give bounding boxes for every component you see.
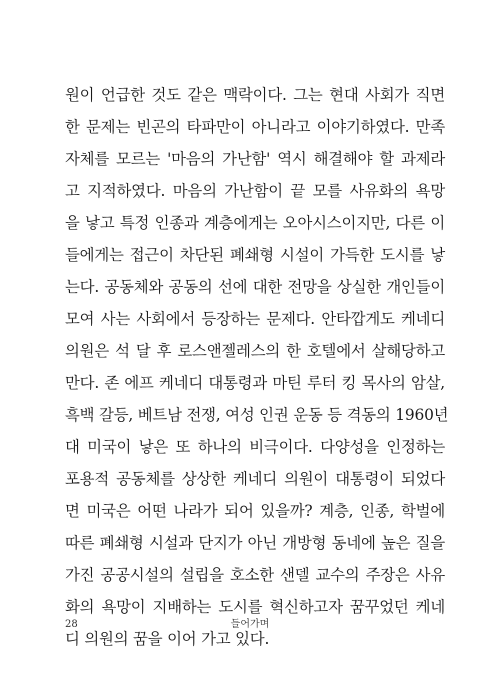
text-line: 흑백 갈등, 베트남 전쟁, 여성 인권 운동 등 격동의 1960년 bbox=[65, 406, 449, 424]
text-line: 따른 폐쇄형 시설과 단지가 아닌 개방형 동네에 높은 질을 bbox=[65, 534, 445, 552]
text-line: 고 지적하였다. 마음의 가난함이 끝 모를 사유화의 욕망 bbox=[65, 182, 445, 200]
text-line: 한 문제는 빈곤의 타파만이 아니라고 이야기하였다. 만족 bbox=[65, 118, 445, 136]
text-line: 는다. 공동체와 공동의 선에 대한 전망을 상실한 개인들이 bbox=[65, 278, 445, 296]
running-footer-title: 들어가며 bbox=[230, 619, 270, 630]
text-line: 대 미국이 낳은 또 하나의 비극이다. 다양성을 인정하는 bbox=[65, 438, 445, 456]
text-line: 원이 언급한 것도 같은 맥락이다. 그는 현대 사회가 직면 bbox=[65, 86, 445, 104]
text-line: 포용적 공동체를 상상한 케네디 의원이 대통령이 되었다 bbox=[65, 470, 445, 488]
text-line: 자체를 모르는 '마음의 가난함' 역시 해결해야 할 과제라 bbox=[65, 150, 445, 168]
text-line: 화의 욕망이 지배하는 도시를 혁신하고자 꿈꾸었던 케네 bbox=[65, 598, 445, 616]
body-paragraph bbox=[65, 79, 449, 655]
text-line: 모여 사는 사회에서 등장하는 문제다. 안타깝게도 케네디 bbox=[65, 310, 445, 328]
text-line: 의원은 석 달 후 로스앤젤레스의 한 호텔에서 살해당하고 bbox=[65, 342, 445, 360]
text-line: 면 미국은 어떤 나라가 되어 있을까? 계층, 인종, 학벌에 bbox=[65, 502, 445, 520]
text-line: 가진 공공시설의 설립을 호소한 샌델 교수의 주장은 사유 bbox=[65, 566, 445, 584]
text-line: 들에게는 접근이 차단된 폐쇄형 시설이 가득한 도시를 낳 bbox=[65, 246, 445, 264]
text-line: 을 낳고 특정 인종과 계층에게는 오아시스이지만, 다른 이 bbox=[65, 214, 445, 232]
page-number: 28 bbox=[65, 619, 78, 630]
text-line: 만다. 존 에프 케네디 대통령과 마틴 루터 킹 목사의 암살, bbox=[65, 374, 445, 392]
text-line: 디 의원의 꿈을 이어 가고 있다. bbox=[65, 630, 270, 648]
